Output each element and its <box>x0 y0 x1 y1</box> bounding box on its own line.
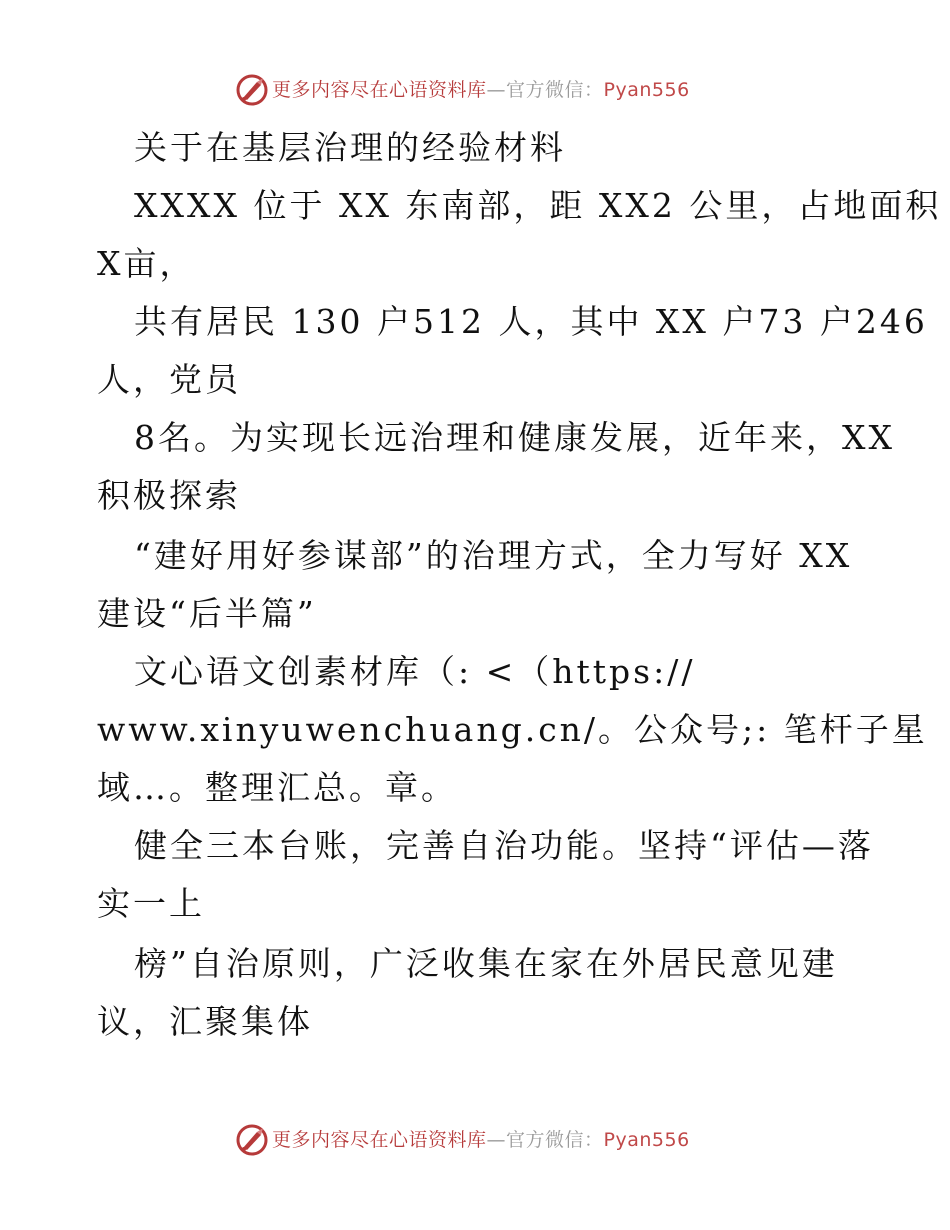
text-line: www.xinyuwenchuang.cn/。公众号;: 笔杆子星 <box>97 710 928 749</box>
footer-banner <box>0 1120 950 1160</box>
text-line: 议，汇聚集体 <box>97 1002 313 1041</box>
quill-logo-icon <box>235 1123 269 1157</box>
text-line: “建好用好参谋部”的治理方式，全力写好 XX <box>134 536 853 575</box>
banner-wechat-id: Pyan556 <box>603 79 690 101</box>
text-line: 域…。整理汇总。章。 <box>97 768 457 807</box>
text-line: X亩， <box>97 244 196 283</box>
text-line: 人，党员 <box>97 360 241 399</box>
banner-wechat-label: 官方微信： <box>506 79 604 101</box>
banner-separator: — <box>486 1129 507 1151</box>
text-line: 建设“后半篇” <box>97 594 317 633</box>
banner-brand: 更多内容尽在心语资料库 <box>272 79 487 101</box>
document-title: 关于在基层治理的经验材料 <box>134 128 566 167</box>
text-line: XXXX 位于 XX 东南部，距 XX2 公里，占地面积 <box>134 186 942 225</box>
text-line: 8名。为实现长远治理和健康发展，近年来，XX <box>134 418 895 457</box>
banner-wechat-label: 官方微信： <box>506 1129 604 1151</box>
banner-separator: — <box>486 79 507 101</box>
footer-banner-text <box>272 1128 690 1152</box>
text-line: 文心语文创素材库（: <（https:// <box>134 652 696 691</box>
text-line: 积极探索 <box>97 476 241 515</box>
banner-wechat-id: Pyan556 <box>603 1129 690 1151</box>
text-line: 健全三本台账，完善自治功能。坚持“评估—落 <box>134 826 874 865</box>
text-line: 榜”自治原则，广泛收集在家在外居民意见建 <box>134 944 838 983</box>
text-line: 实一上 <box>97 884 205 923</box>
banner-brand: 更多内容尽在心语资料库 <box>272 1129 487 1151</box>
text-line: 共有居民 130 户512 人，其中 XX 户73 户246 <box>134 302 928 341</box>
